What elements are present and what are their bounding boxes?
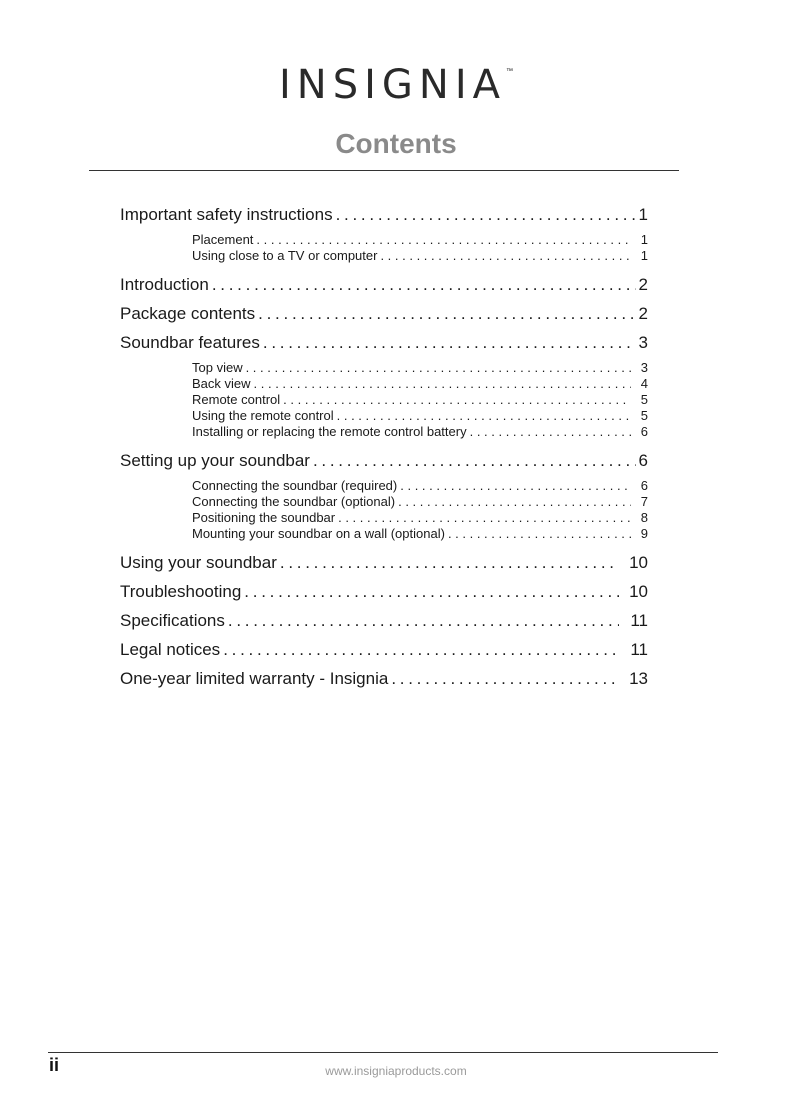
toc-section	[120, 273, 648, 302]
toc-subentry-page: 5	[640, 392, 648, 407]
toc-subentry-title: Using close to a TV or computer	[192, 248, 378, 263]
toc-entry-page: 1	[638, 205, 648, 224]
toc-entry-page: 10	[629, 582, 648, 601]
toc-section	[120, 609, 648, 638]
toc-leader-dots	[244, 580, 619, 604]
toc-entry-page: 11	[630, 611, 648, 630]
toc-entry[interactable]	[120, 302, 648, 331]
trademark-mark: ™	[505, 68, 513, 75]
footer-divider	[48, 1052, 718, 1053]
toc-subentry-page: 9	[640, 526, 648, 541]
brand-logo	[0, 62, 792, 108]
toc-subentry[interactable]	[120, 360, 648, 376]
toc-leader-dots	[246, 360, 631, 376]
toc-subentry-title: Back view	[192, 376, 251, 391]
toc-subentry[interactable]	[120, 376, 648, 392]
toc-entry[interactable]	[120, 580, 648, 609]
toc-leader-dots	[283, 392, 631, 408]
toc-entry-title: Setting up your soundbar	[120, 451, 310, 470]
toc-leader-dots	[338, 510, 631, 526]
toc-subentry-page: 5	[640, 408, 648, 423]
toc-section	[120, 667, 648, 696]
toc-section-gap	[120, 542, 648, 551]
toc-subentry-page: 1	[640, 248, 648, 263]
toc-entry-page: 10	[629, 553, 648, 572]
toc-leader-dots	[380, 248, 631, 264]
toc-subentry-title: Using the remote control	[192, 408, 334, 423]
toc-subentry[interactable]	[120, 510, 648, 526]
toc-subentry-title: Remote control	[192, 392, 281, 407]
toc-entry[interactable]	[120, 273, 648, 302]
toc-leader-dots	[280, 551, 619, 575]
toc-subentry-page: 3	[640, 360, 648, 375]
toc-subentry-page: 6	[640, 424, 648, 439]
toc-leader-dots	[256, 232, 631, 248]
toc-entry-page: 13	[629, 669, 648, 688]
toc-entry[interactable]	[120, 609, 648, 638]
toc-entry-page: 2	[638, 304, 648, 323]
toc-subentry-title: Positioning the soundbar	[192, 510, 336, 525]
toc-entry-page: 2	[638, 275, 648, 294]
toc-section	[120, 551, 648, 580]
toc-subentry[interactable]	[120, 232, 648, 248]
toc-leader-dots	[391, 667, 619, 691]
toc-entry-title: Specifications	[120, 611, 225, 630]
toc-subentry[interactable]	[120, 424, 648, 440]
toc-entry[interactable]	[120, 638, 648, 667]
toc-subentry-title: Connecting the soundbar (optional)	[192, 494, 396, 509]
toc-leader-dots	[212, 273, 636, 297]
page-title: Contents	[335, 128, 457, 159]
toc-entry-page: 6	[638, 451, 648, 470]
toc-subentry[interactable]	[120, 494, 648, 510]
header-divider	[89, 170, 679, 171]
toc-section	[120, 580, 648, 609]
toc-leader-dots	[313, 449, 636, 473]
toc-leader-dots	[448, 526, 631, 542]
page-number: ii	[49, 1055, 60, 1075]
toc-subentry-page: 1	[640, 232, 648, 247]
toc-entry-page: 3	[638, 333, 648, 352]
toc-subentry[interactable]	[120, 248, 648, 264]
toc-leader-dots	[337, 408, 631, 424]
toc-section	[120, 449, 648, 551]
toc-entry-title: Using your soundbar	[120, 553, 277, 572]
toc-leader-dots	[400, 478, 631, 494]
toc-section	[120, 331, 648, 449]
toc-subentry[interactable]	[120, 392, 648, 408]
toc-leader-dots	[254, 376, 631, 392]
toc-leader-dots	[263, 331, 636, 355]
toc-subentry[interactable]	[120, 526, 648, 542]
toc-leader-dots	[223, 638, 619, 662]
toc-leader-dots	[336, 203, 636, 227]
toc-entry-page: 11	[630, 640, 648, 659]
toc-entry[interactable]	[120, 449, 648, 478]
toc-subentry-page: 7	[640, 494, 648, 509]
toc-subentry-title: Installing or replacing the remote control battery	[192, 424, 467, 439]
toc-entry-title: Package contents	[120, 304, 256, 323]
toc-section-gap	[120, 264, 648, 273]
toc-subentry-title: Top view	[192, 360, 243, 375]
toc-leader-dots	[470, 424, 631, 440]
toc-entry[interactable]	[120, 331, 648, 360]
toc-subentry-page: 6	[640, 478, 648, 493]
toc-entry-title: Legal notices	[120, 640, 221, 659]
brand-name: INSIGNIA	[279, 62, 506, 108]
toc-leader-dots	[258, 302, 635, 326]
toc-subentry-title: Mounting your soundbar on a wall (optional)	[192, 526, 445, 541]
toc-subentry[interactable]	[120, 478, 648, 494]
toc-subentry-page: 4	[640, 376, 648, 391]
toc-section	[120, 302, 648, 331]
toc-section-gap	[120, 440, 648, 449]
toc-entry-title: Introduction	[120, 275, 209, 294]
toc-entry-title: Important safety instructions	[120, 205, 333, 224]
toc-subentry-title: Connecting the soundbar (required)	[192, 478, 398, 493]
toc-entry-title: Troubleshooting	[120, 582, 242, 601]
toc-entry[interactable]	[120, 667, 648, 696]
toc-entry[interactable]	[120, 551, 648, 580]
footer-url[interactable]: www.insigniaproducts.com	[325, 1064, 467, 1078]
toc-section	[120, 203, 648, 273]
toc-section	[120, 638, 648, 667]
toc-subentry-title: Placement	[192, 232, 254, 247]
toc-entry-title: Soundbar features	[120, 333, 260, 352]
toc-leader-dots	[398, 494, 631, 510]
toc-subentry-page: 8	[640, 510, 648, 525]
table-of-contents	[120, 203, 648, 696]
toc-leader-dots	[228, 609, 619, 633]
toc-subentry[interactable]	[120, 408, 648, 424]
toc-entry-title: One-year limited warranty - Insignia	[120, 669, 389, 688]
toc-entry[interactable]	[120, 203, 648, 232]
